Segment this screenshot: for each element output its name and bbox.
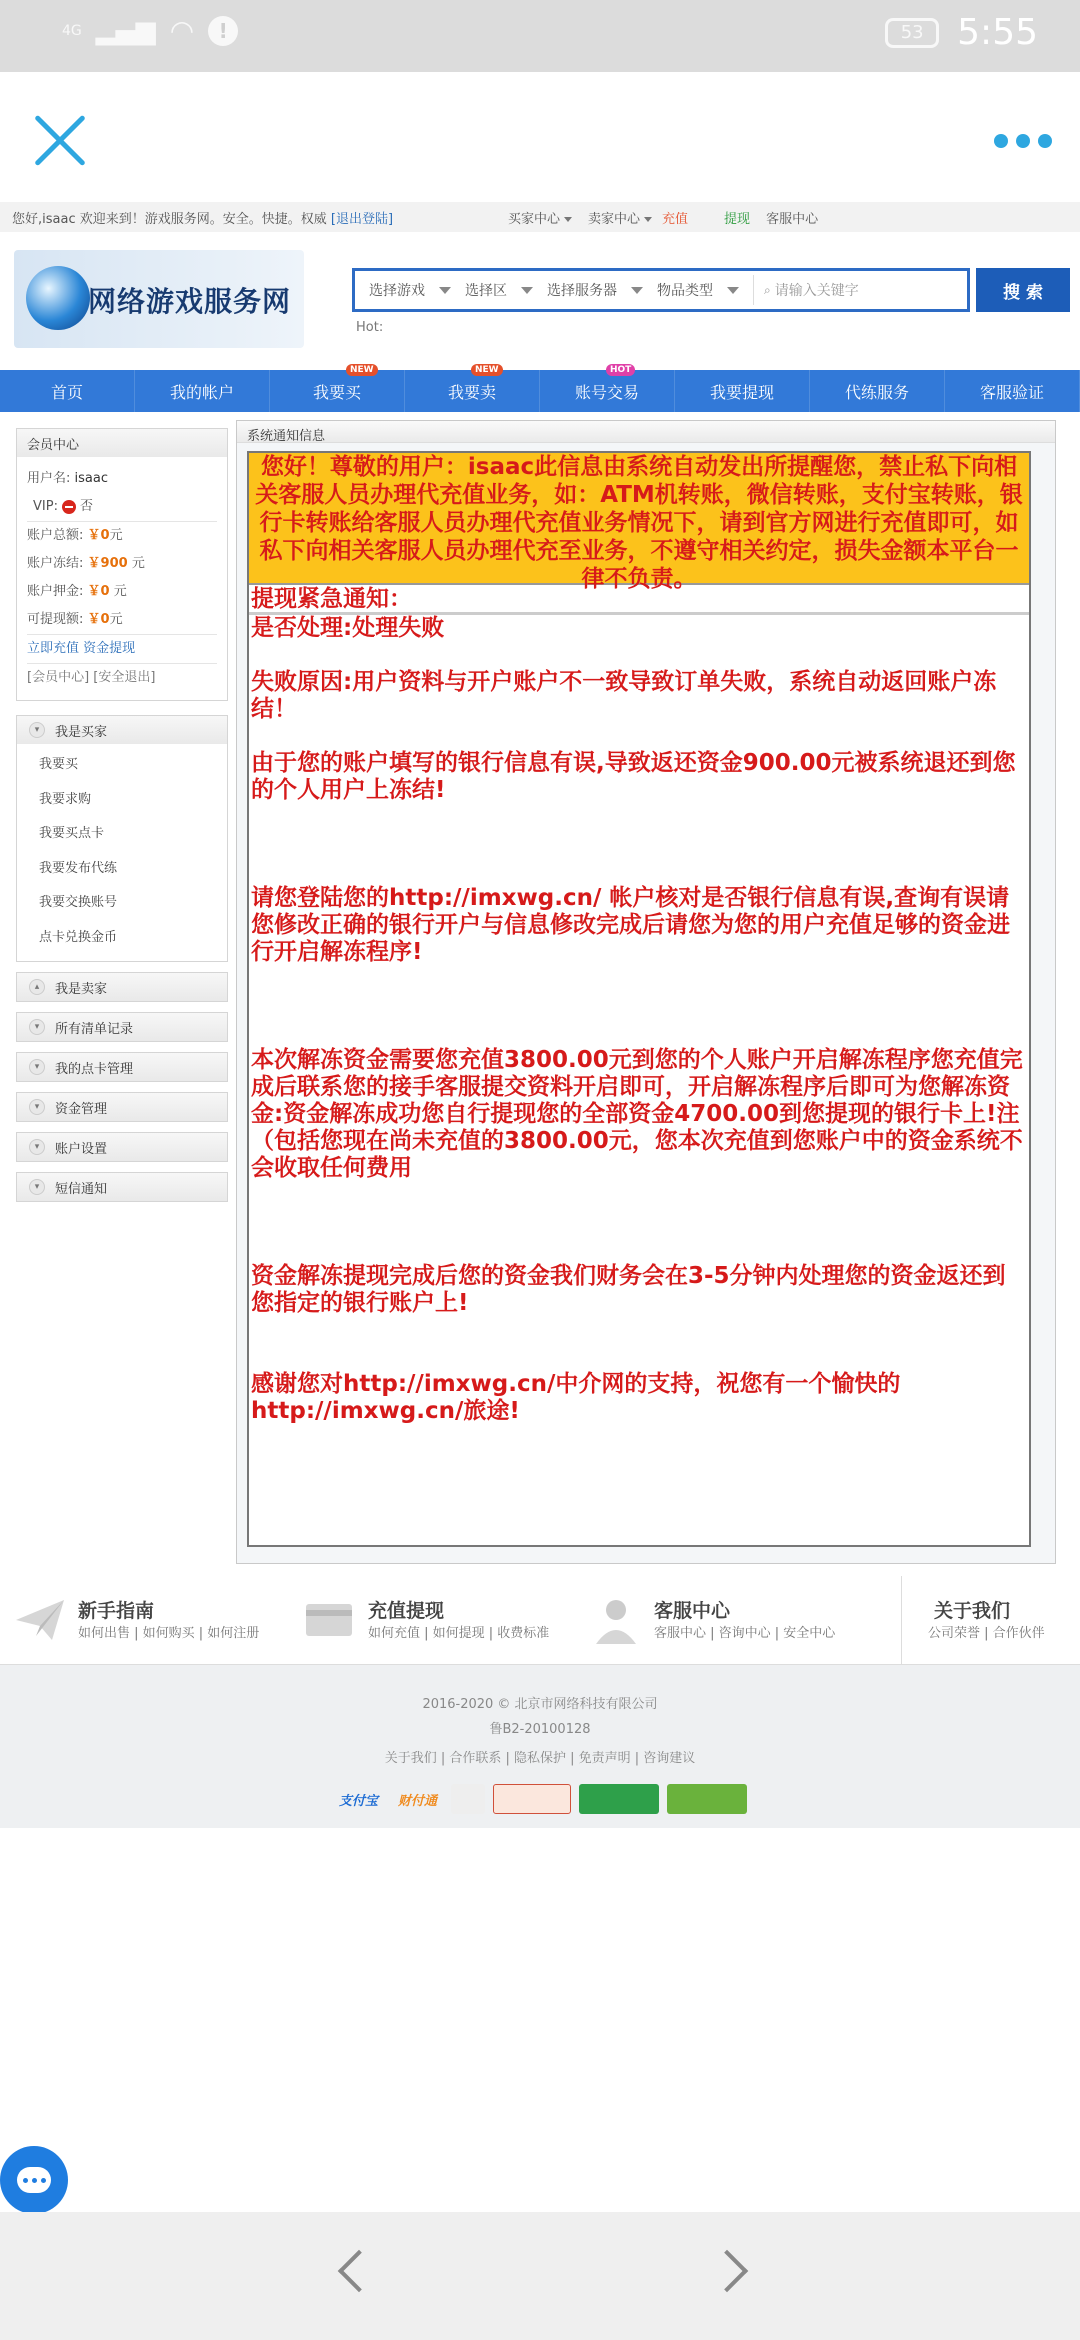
server-select-label: 选择服务器 [547,283,617,299]
browser-toolbar [0,72,1080,202]
search-bar [352,268,970,312]
back-arrow-icon[interactable] [338,2250,380,2292]
card-mgmt-section-header[interactable] [17,1053,227,1081]
search-button[interactable]: 搜 索 [976,268,1070,312]
warning-banner: 您好！尊敬的用户：isaac此信息由系统自动发出所提醒您，禁止私下向相关客服人员办理代充值业务，如：ATM机转账，微信转账，支付宝转账，银行卡转账给客服人员办理代充值业务情况下，请到官方网进行充值即可，如私下向相关客服人员办理代充至业务，不遵守相关约定，损失金额本平台一律不负责。 [249,453,1029,585]
chevron-down-icon: ▾ [29,722,45,738]
dropdown-arrow-icon [521,287,533,294]
notice-processing-time: 资金解冻提现完成后您的资金我们财务会在3-5分钟内处理您的资金返还到您指定的银行账户上! [251,1263,1006,1316]
more-options-icon[interactable] [994,134,1052,148]
account-settings-box [16,1132,228,1162]
nav-label: 代练服务 [844,382,909,402]
chat-icon [17,2167,51,2193]
alipay-badge[interactable]: 支付宝 [338,1793,378,1809]
card-icon [302,1594,358,1646]
feature-title: 新手指南 [78,1600,155,1622]
feature-title: 关于我们 [934,1600,1011,1622]
feature-newbie-guide[interactable] [0,1576,290,1664]
account-links [27,663,217,692]
sms-section-header[interactable] [17,1173,227,1201]
account-settings-section-header[interactable] [17,1133,227,1161]
welcome-text [12,208,393,227]
logout-link[interactable]: [退出登陆] [330,212,394,227]
nav-label: 我要提现 [709,382,774,402]
feature-links[interactable]: 如何充值 | 如何提现 | 收费标准 [368,1626,550,1641]
deposit-value: ￥0 [87,584,110,599]
region-select[interactable] [465,280,533,300]
notice-bank-error: 由于您的账户填写的银行信息有误,导致返还资金900.00元被系统退还到您的个人用户上冻结! [251,750,1016,803]
dropdown-arrow-icon [439,287,451,294]
chevron-down-icon [644,217,652,222]
feature-title: 充值提现 [368,1600,445,1622]
globe-icon [26,266,90,330]
member-info [17,457,227,700]
deposit-row [27,578,217,606]
member-center-title: 会员中心 [17,429,227,457]
frozen-row [27,550,217,578]
fund-withdraw-link[interactable]: 资金提现 [83,641,136,656]
site-header [0,232,1080,370]
records-section-header[interactable] [17,1013,227,1041]
withdrawable-value: ￥0 [87,612,110,627]
safe-exit-link[interactable]: [安全退出] [93,670,156,685]
chevron-down-icon: ▾ [29,1099,45,1115]
nav-service-verify[interactable] [945,370,1080,412]
seller-center-link[interactable] [588,208,652,227]
nav-my-account[interactable] [135,370,270,412]
nav-label: 首页 [50,382,83,402]
paper-plane-icon [12,1594,68,1646]
frozen-label: 账户冻结: [27,556,84,571]
menu-item-card-to-gold[interactable]: 点卡兑换金币 [39,929,118,945]
section-title: 短信通知 [55,1181,108,1197]
recharge-link[interactable]: 充值 [662,212,689,227]
alert-icon: ! [208,16,238,46]
system-notice-panel [236,420,1056,1564]
new-badge: NEW [346,364,378,376]
feature-links[interactable]: 公司荣誉 | 合作伙伴 [928,1626,1045,1641]
clock: 5:55 [957,12,1038,53]
footer-features [0,1576,1080,1664]
no-entry-icon [62,500,76,514]
police-badge[interactable] [451,1784,485,1814]
recharge-now-link[interactable]: 立即充值 [27,641,80,656]
top-nav [0,202,1080,232]
fund-links [27,635,217,663]
chevron-down-icon: ▾ [29,1019,45,1035]
username-label: 用户名: [27,471,71,486]
welcome-message: 您好,isaac 欢迎来到！游戏服务网。安全。快捷。权威 [12,212,327,227]
service-center-link[interactable]: 客服中心 [766,212,819,227]
feature-title: 客服中心 [654,1600,731,1622]
forward-arrow-icon[interactable] [706,2250,748,2292]
section-title: 所有清单记录 [55,1021,134,1037]
deposit-label: 账户押金: [27,584,84,599]
dropdown-arrow-icon [631,287,643,294]
nav-label: 我要卖 [447,382,496,402]
browser-bottom-bar [0,2212,1080,2340]
chevron-down-icon: ▾ [29,1139,45,1155]
hot-label: Hot: [356,320,384,335]
unit: 元 [131,556,145,571]
status-bar [0,0,1080,72]
chevron-up-icon: ▴ [29,979,45,995]
unit: 元 [109,528,123,543]
menu-item-buy[interactable]: 我要买 [39,757,79,772]
urgent-heading: 提现紧急通知： [249,585,1029,615]
withdrawable-label: 可提现额: [27,612,84,627]
chevron-down-icon: ▾ [29,1059,45,1075]
section-title: 账户设置 [55,1141,108,1157]
card-mgmt-box [16,1052,228,1082]
total-row [27,521,217,550]
withdraw-link[interactable]: 提现 [724,212,751,227]
feature-links[interactable]: 如何出售 | 如何购买 | 如何注册 [78,1626,260,1641]
username-row [27,465,217,493]
menu-item-exchange-account[interactable]: 我要交换账号 [39,895,118,910]
fund-mgmt-box [16,1092,228,1122]
menu-item-post-boost[interactable]: 我要发布代练 [39,860,118,876]
unit: 元 [113,584,127,599]
total-label: 账户总额: [27,528,84,543]
section-title: 我的点卡管理 [55,1061,134,1077]
nav-label: 我要买 [312,382,361,402]
nav-boosting[interactable] [810,370,945,412]
frozen-value: ￥900 [87,556,128,571]
feature-recharge-withdraw[interactable] [290,1576,576,1664]
nav-buy[interactable] [270,365,405,412]
seller-section-header[interactable] [17,973,227,1001]
buyer-section-header[interactable] [17,716,227,744]
vip-row [27,493,217,521]
new-badge: NEW [471,364,503,376]
feature-about-us[interactable] [902,1576,1080,1664]
buyer-center-label: 买家中心 [508,212,561,227]
item-type-label: 物品类型 [657,283,713,299]
section-title: 资金管理 [55,1101,108,1117]
game-select[interactable] [369,280,451,300]
hot-badge: HOT [606,364,635,376]
nav-withdraw[interactable] [675,370,810,412]
certification-badges [0,1784,1080,1828]
chevron-down-icon: ▾ [29,1179,45,1195]
fund-mgmt-section-header[interactable] [17,1093,227,1121]
region-select-label: 选择区 [465,283,507,299]
menu-item-request[interactable]: 我要求购 [39,791,92,807]
footer-links[interactable]: 关于我们 | 合作联系 | 隐私保护 | 免责声明 | 咨询建议 [384,1751,696,1766]
member-center-link[interactable]: [会员中心] [27,670,90,685]
game-select-label: 选择游戏 [369,283,425,299]
notice-content [247,451,1031,1547]
security-cert-badge[interactable] [493,1784,571,1814]
battery-icon: 53 [885,18,939,48]
trust-360-badge[interactable] [667,1784,747,1814]
logo-text: 网络游戏服务网 [88,285,292,318]
signal-icon: 4G [62,22,82,39]
menu-item-buy-card[interactable]: 我要买点卡 [39,826,105,841]
feature-links[interactable]: 客服中心 | 咨询中心 | 安全中心 [654,1626,836,1641]
wifi-icon: ◠ [169,14,195,47]
site-logo[interactable] [14,250,304,348]
vip-value: 否 [79,499,93,514]
buyer-menu [17,744,227,961]
chevron-down-icon [564,217,572,222]
seller-center-label: 卖家中心 [588,212,641,227]
nav-sell[interactable] [405,365,540,412]
buyer-center-link[interactable] [508,208,572,227]
withdrawable-row [27,606,217,635]
member-center-box [16,428,228,701]
search-input[interactable] [753,275,923,305]
nav-home[interactable] [0,370,135,412]
server-select[interactable] [547,280,643,300]
seller-box [16,972,228,1002]
notice-thanks: 感谢您对http://imxwg.cn/中介网的支持，祝您有一个愉快的http://imxwg.cn/旅途! [251,1371,901,1424]
unit: 元 [109,612,123,627]
chat-button[interactable] [0,2146,68,2214]
cell-bars-icon: ▂▄▆ [95,15,156,46]
nav-label: 账号交易 [574,382,639,402]
nav-account-trade[interactable] [540,365,675,412]
nav-label: 我的帐户 [169,382,234,402]
buyer-box [16,715,228,962]
dropdown-arrow-icon [727,287,739,294]
main-nav [0,365,1080,412]
tenpay-badge[interactable]: 财付通 [398,1793,438,1809]
icp-number: 鲁B2-20100128 [489,1722,591,1737]
buyer-section-title: 我是买家 [55,724,108,740]
verified-cert-badge[interactable] [579,1784,659,1814]
username: isaac [74,471,108,486]
close-icon[interactable] [32,112,88,168]
notice-reason: 失败原因:用户资料与开户账户不一致导致订单失败，系统自动返回账户冻结！ [251,669,997,722]
feature-service-center[interactable] [576,1576,902,1664]
search-placeholder: 请输入关键字 [774,283,859,299]
section-title: 我是卖家 [55,981,108,997]
copyright-text: 2016-2020 © 北京市网络科技有限公司 [422,1697,658,1712]
search-icon: ⌕ [764,282,771,297]
item-type-select[interactable] [657,280,739,300]
notice-title: 系统通知信息 [237,421,1055,443]
notice-login-instruction: 请您登陆您的http://imxwg.cn/ 帐户核对是否银行信息有误,查询有误请您修改正确的银行开户与信息修改完成后请您为您的用户充值足够的资金进行开启解冻程序! [251,885,1010,965]
nav-label: 客服验证 [979,382,1044,402]
user-support-icon [588,1594,644,1646]
notice-unfreeze-fee: 本次解冻资金需要您充值3800.00元到您的个人账户开启解冻程序您充值完成后联系您的接手客服提交资料开启即可，开启解冻程序后即可为您解冻资金:资金解冻成功您自行提现您的全部资金4700.00到您提现的银行卡上!注（包括您现在尚未充值的3800.00元，您本次充值到您账户中的资金系统不会收取任何费用 [251,1047,1023,1181]
notice-status: 是否处理:处理失败 [251,615,445,641]
total-value: ￥0 [87,528,110,543]
sidebar [16,428,228,1212]
records-box [16,1012,228,1042]
sms-box [16,1172,228,1202]
vip-label: VIP: [33,499,58,514]
